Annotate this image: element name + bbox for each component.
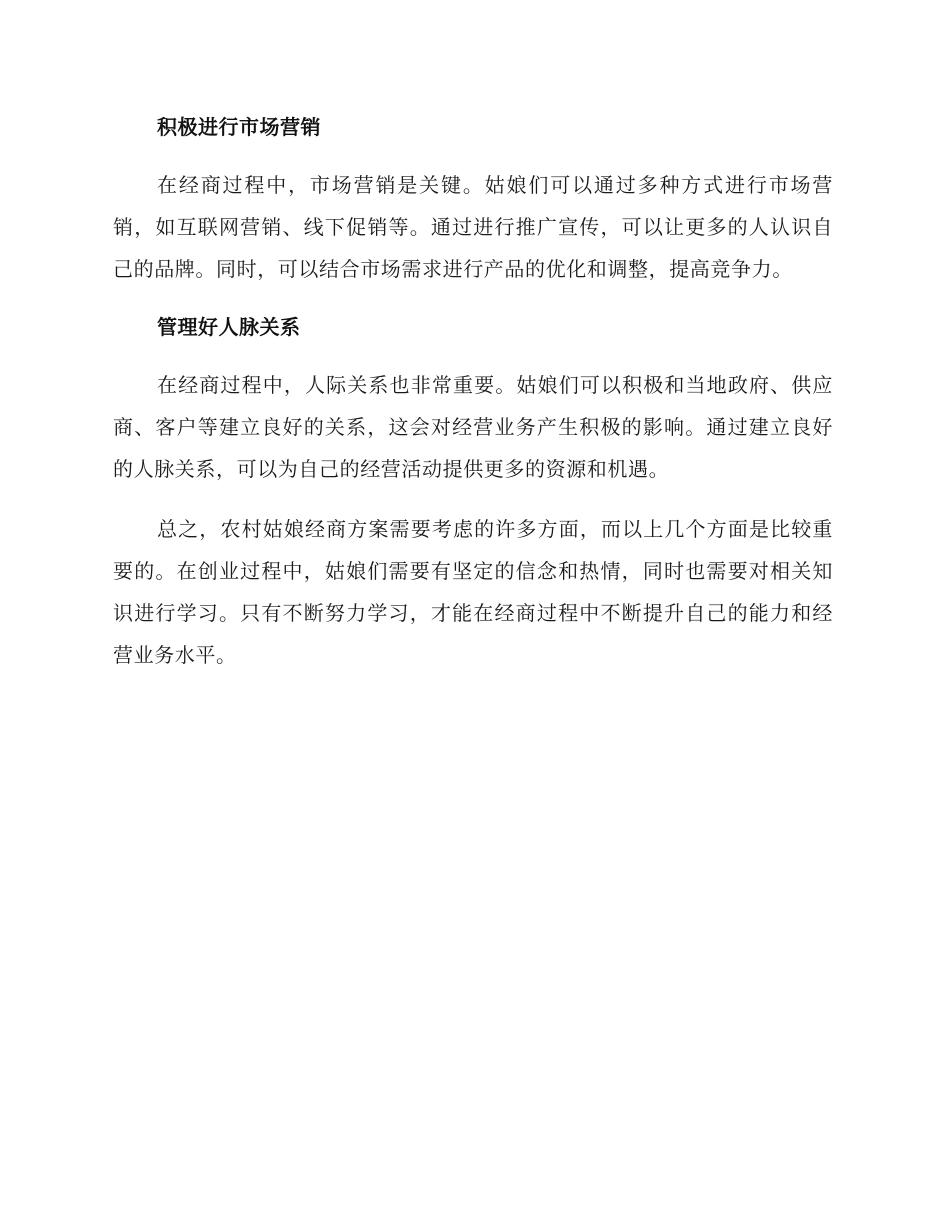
section-heading-marketing: 积极进行市场营销 (157, 115, 321, 139)
conclusion-paragraph: 总之，农村姑娘经商方案需要考虑的许多方面，而以上几个方面是比较重要的。在创业过程中，姑娘们需要有坚定的信念和热情，同时也需要对相关知识进行学习。只有不断努力学习，才能在经商过程中不断提升自己的能力和经营业务水平。 (113, 517, 833, 667)
section-paragraph-relationships: 在经商过程中，人际关系也非常重要。姑娘们可以积极和当地政府、供应商、客户等建立良好的关系，这会对经营业务产生积极的影响。通过建立良好的人脉关系，可以为自己的经营活动提供更多的资源和机遇。 (113, 373, 833, 481)
section-heading-relationships: 管理好人脉关系 (157, 315, 301, 339)
section-paragraph-marketing: 在经商过程中，市场营销是关键。姑娘们可以通过多种方式进行市场营销，如互联网营销、线下促销等。通过进行推广宣传，可以让更多的人认识自己的品牌。同时，可以结合市场需求进行产品的优化和调整，提高竞争力。 (113, 173, 833, 281)
document-body (113, 110, 833, 696)
